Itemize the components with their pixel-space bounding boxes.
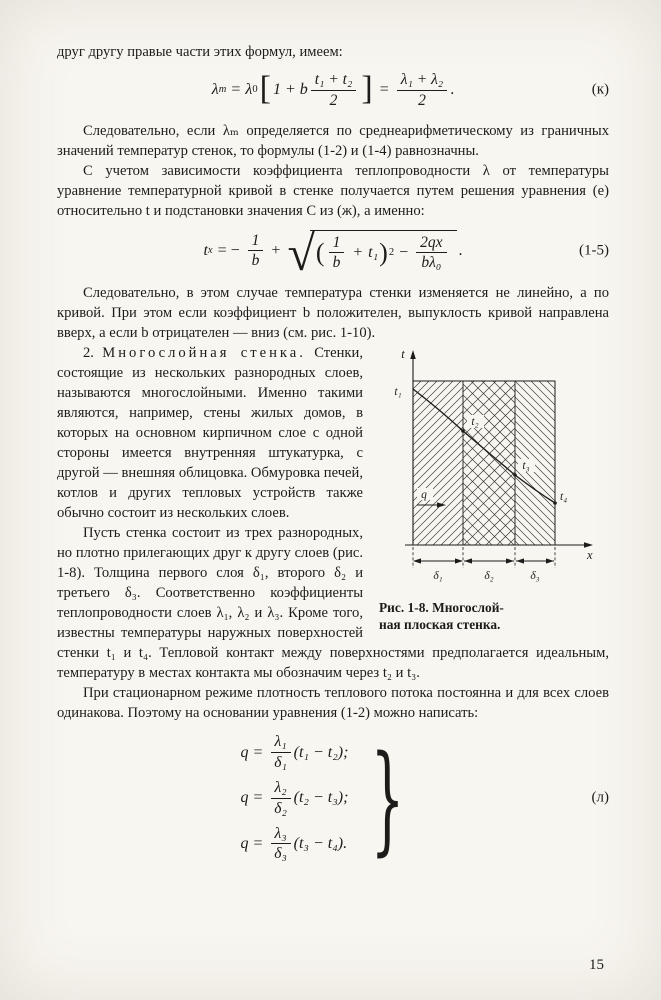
dim-arrowhead bbox=[455, 559, 463, 564]
page-content bbox=[57, 42, 609, 869]
equals-sign: = bbox=[253, 743, 263, 761]
t1-term: t₁ bbox=[368, 243, 379, 261]
q-arrowhead bbox=[437, 503, 446, 508]
section-number: 2. bbox=[83, 345, 94, 362]
formula-1-5 bbox=[57, 224, 609, 281]
dim-arrowhead bbox=[516, 559, 524, 564]
figure-caption-line2: ная плоская стенка. bbox=[379, 617, 501, 633]
rhs: (t₁ − t₂); bbox=[293, 743, 349, 761]
denominator: b bbox=[332, 254, 341, 272]
fraction bbox=[329, 234, 345, 273]
period: . bbox=[450, 81, 455, 99]
plus-t1: + bbox=[352, 243, 364, 261]
paragraph: Следовательно, в этом случае температура стенки изменяется не линейно, а по кривой. При этом если коэффициент b положителен, выпуклость кривой направлена вверх, а если b отрицателен — вниз (см. рис. 1-10). bbox=[57, 285, 609, 342]
paragraph: При стационарном режиме плотность теплового потока постоянна и для всех слоев одинакова. Поэтому на основании уравнения (1-2) можно написать: bbox=[57, 685, 609, 722]
t-axis-arrowhead bbox=[410, 350, 416, 359]
temperature-curve bbox=[413, 389, 555, 503]
section-heading: Многослойная стенка. bbox=[102, 345, 306, 362]
equals-sign: = bbox=[253, 789, 263, 807]
label-delta2: δ₂ bbox=[484, 570, 494, 583]
dim-arrowhead bbox=[546, 559, 554, 564]
equation-1-5: t x = − $\frac{1}{b}$ + √ ( $\frac{1}{b}$ + t₁ ) 2 − $\frac{2qx}{\text{bλ₀}}$ . bbox=[203, 224, 463, 281]
equation-number: (1-5) bbox=[579, 242, 609, 259]
x-axis-arrowhead bbox=[584, 543, 593, 548]
equation-row bbox=[240, 825, 348, 864]
fraction bbox=[397, 71, 447, 110]
axis-label-x: x bbox=[587, 548, 593, 563]
paragraph: С учетом зависимости коэффициента теплопроводности λ от температуры уравнение температурной кривой в стенке получается путем решения уравнения (е) относительно t и подстановки значения С из (ж), а именно: bbox=[57, 162, 609, 219]
equation-row bbox=[240, 779, 348, 818]
term: 1 + b bbox=[272, 81, 308, 99]
numerator: 2qx bbox=[416, 234, 446, 254]
dim-arrowhead bbox=[464, 559, 472, 564]
label-delta3: δ₃ bbox=[530, 570, 540, 583]
paragraph: Следовательно, если λₘ определяется по среднеарифметическому из граничных значений температур стенок, то формулы (1-2) и (1-4) равнозначны. bbox=[57, 122, 609, 159]
fraction bbox=[271, 825, 291, 864]
fraction bbox=[311, 71, 357, 110]
paragraph: Пусть стенка состоит из трех разнородных, но плотно прилегающих друг к другу слоев (рис. 1-8). Толщина первого слоя δ₁, второго δ₂ и третьего δ₃. Соответственно коэффициенты теплопроводности слоев λ₁, λ₂ и λ₃. Кроме того, известны температуры наружных поверхностей стенки t₁ и t₄. Тепловой контакт между поверхностями предполагается идеальным, температуру в местах контакта мы обозначим через t₂ и t₃. bbox=[57, 525, 609, 682]
numerator: λ₃ bbox=[271, 825, 291, 845]
formula-l-system bbox=[57, 729, 609, 868]
system-brace: } bbox=[371, 729, 405, 868]
radical-sign: √ bbox=[287, 224, 315, 281]
paren-close: ) bbox=[379, 237, 388, 267]
q-symbol: q bbox=[240, 834, 249, 852]
figure-caption-line1: Рис. 1-8. Многослой- bbox=[379, 600, 504, 616]
denominator: b bbox=[251, 252, 260, 270]
paragraph-intro: друг другу правые части этих формул, имеем: bbox=[57, 44, 343, 60]
axis-label-t: t bbox=[401, 347, 405, 362]
label-delta1: δ₁ bbox=[433, 570, 443, 583]
denominator: 2 bbox=[329, 91, 338, 109]
paren-open: ( bbox=[315, 237, 325, 267]
equation-row bbox=[240, 733, 348, 772]
lambda-0: λ bbox=[245, 81, 253, 99]
denominator: δ₂ bbox=[274, 799, 287, 817]
t-x: t bbox=[203, 241, 208, 259]
lambda-m: λ bbox=[211, 81, 219, 99]
numerator: 1 bbox=[329, 234, 345, 254]
figure-caption bbox=[377, 599, 609, 633]
numerator: λ₂ bbox=[271, 779, 291, 799]
fraction bbox=[248, 232, 264, 271]
q-symbol: q bbox=[240, 789, 249, 807]
section-body: Стенки, состоящие из нескольких разнородных слоев, называются многослойными. Именно такими являются, например, стены жилых домов, в которых на основном кирпичном слое с одной стороны имеется внутренняя штукатурка, с другой — внешняя облицовка. Обмуровка печей, котлов и других тепловых устройств также обычно состоит из нескольких слоев. bbox=[57, 345, 363, 522]
contact-point-t2 bbox=[461, 430, 465, 434]
figure-1-8 bbox=[377, 345, 609, 633]
denominator: 2 bbox=[418, 91, 426, 109]
q-symbol: q bbox=[240, 743, 249, 761]
equals-sign: = bbox=[379, 81, 389, 99]
fraction bbox=[416, 234, 446, 273]
denominator: δ₁ bbox=[274, 754, 287, 772]
rhs: (t₂ − t₃); bbox=[293, 789, 349, 807]
fraction bbox=[271, 733, 291, 772]
label-q: q bbox=[421, 489, 427, 502]
denominator: δ₃ bbox=[274, 845, 287, 863]
dim-arrowhead bbox=[506, 559, 514, 564]
equation-number: (к) bbox=[591, 81, 609, 98]
page-number: 15 bbox=[589, 957, 604, 973]
minus-sign: − bbox=[399, 243, 409, 261]
surface-point-t4 bbox=[553, 502, 557, 506]
multilayer-wall-diagram bbox=[383, 345, 605, 589]
radicand: ( $\frac{1}{b}$ + t₁ ) 2 − $\frac{2qx}{\text{bλ₀}}$ bbox=[310, 230, 457, 273]
label-t4: t₄ bbox=[560, 491, 568, 504]
numerator: 1 bbox=[248, 232, 264, 252]
rhs: (t₃ − t₄). bbox=[293, 834, 348, 852]
numerator: t₁ + t₂ bbox=[311, 71, 357, 91]
label-t3: t₃ bbox=[522, 460, 530, 473]
wall-layer-2-hatching bbox=[463, 381, 515, 545]
equals-minus: = − bbox=[217, 241, 240, 259]
label-t2: t₂ bbox=[471, 416, 479, 429]
equals-sign: = bbox=[253, 834, 263, 852]
equation-number: (л) bbox=[591, 789, 609, 806]
numerator: λ₁ + λ₂ bbox=[397, 71, 447, 91]
fraction bbox=[271, 779, 291, 818]
equation-k: λ m = λ 0 [ 1 + b $\frac{\text{t₁ + t₂}}{2}$ ] = $\frac{\text{λ₁ + λ₂}}{2}$ . bbox=[211, 70, 455, 109]
equation-rows bbox=[240, 733, 348, 863]
bracket-open: [ bbox=[259, 70, 271, 108]
bracket-close: ] bbox=[361, 70, 373, 108]
wall-layer-1-hatching bbox=[413, 381, 463, 545]
formula-k bbox=[57, 71, 609, 110]
dim-arrowhead bbox=[413, 559, 421, 564]
label-t1: t₁ bbox=[394, 386, 402, 399]
equals-sign: = bbox=[231, 81, 241, 99]
contact-point-t3 bbox=[513, 474, 517, 478]
plus-sign: + bbox=[271, 241, 281, 259]
numerator: λ₁ bbox=[271, 733, 291, 753]
period: . bbox=[458, 241, 463, 259]
denominator: bλ₀ bbox=[421, 254, 442, 272]
